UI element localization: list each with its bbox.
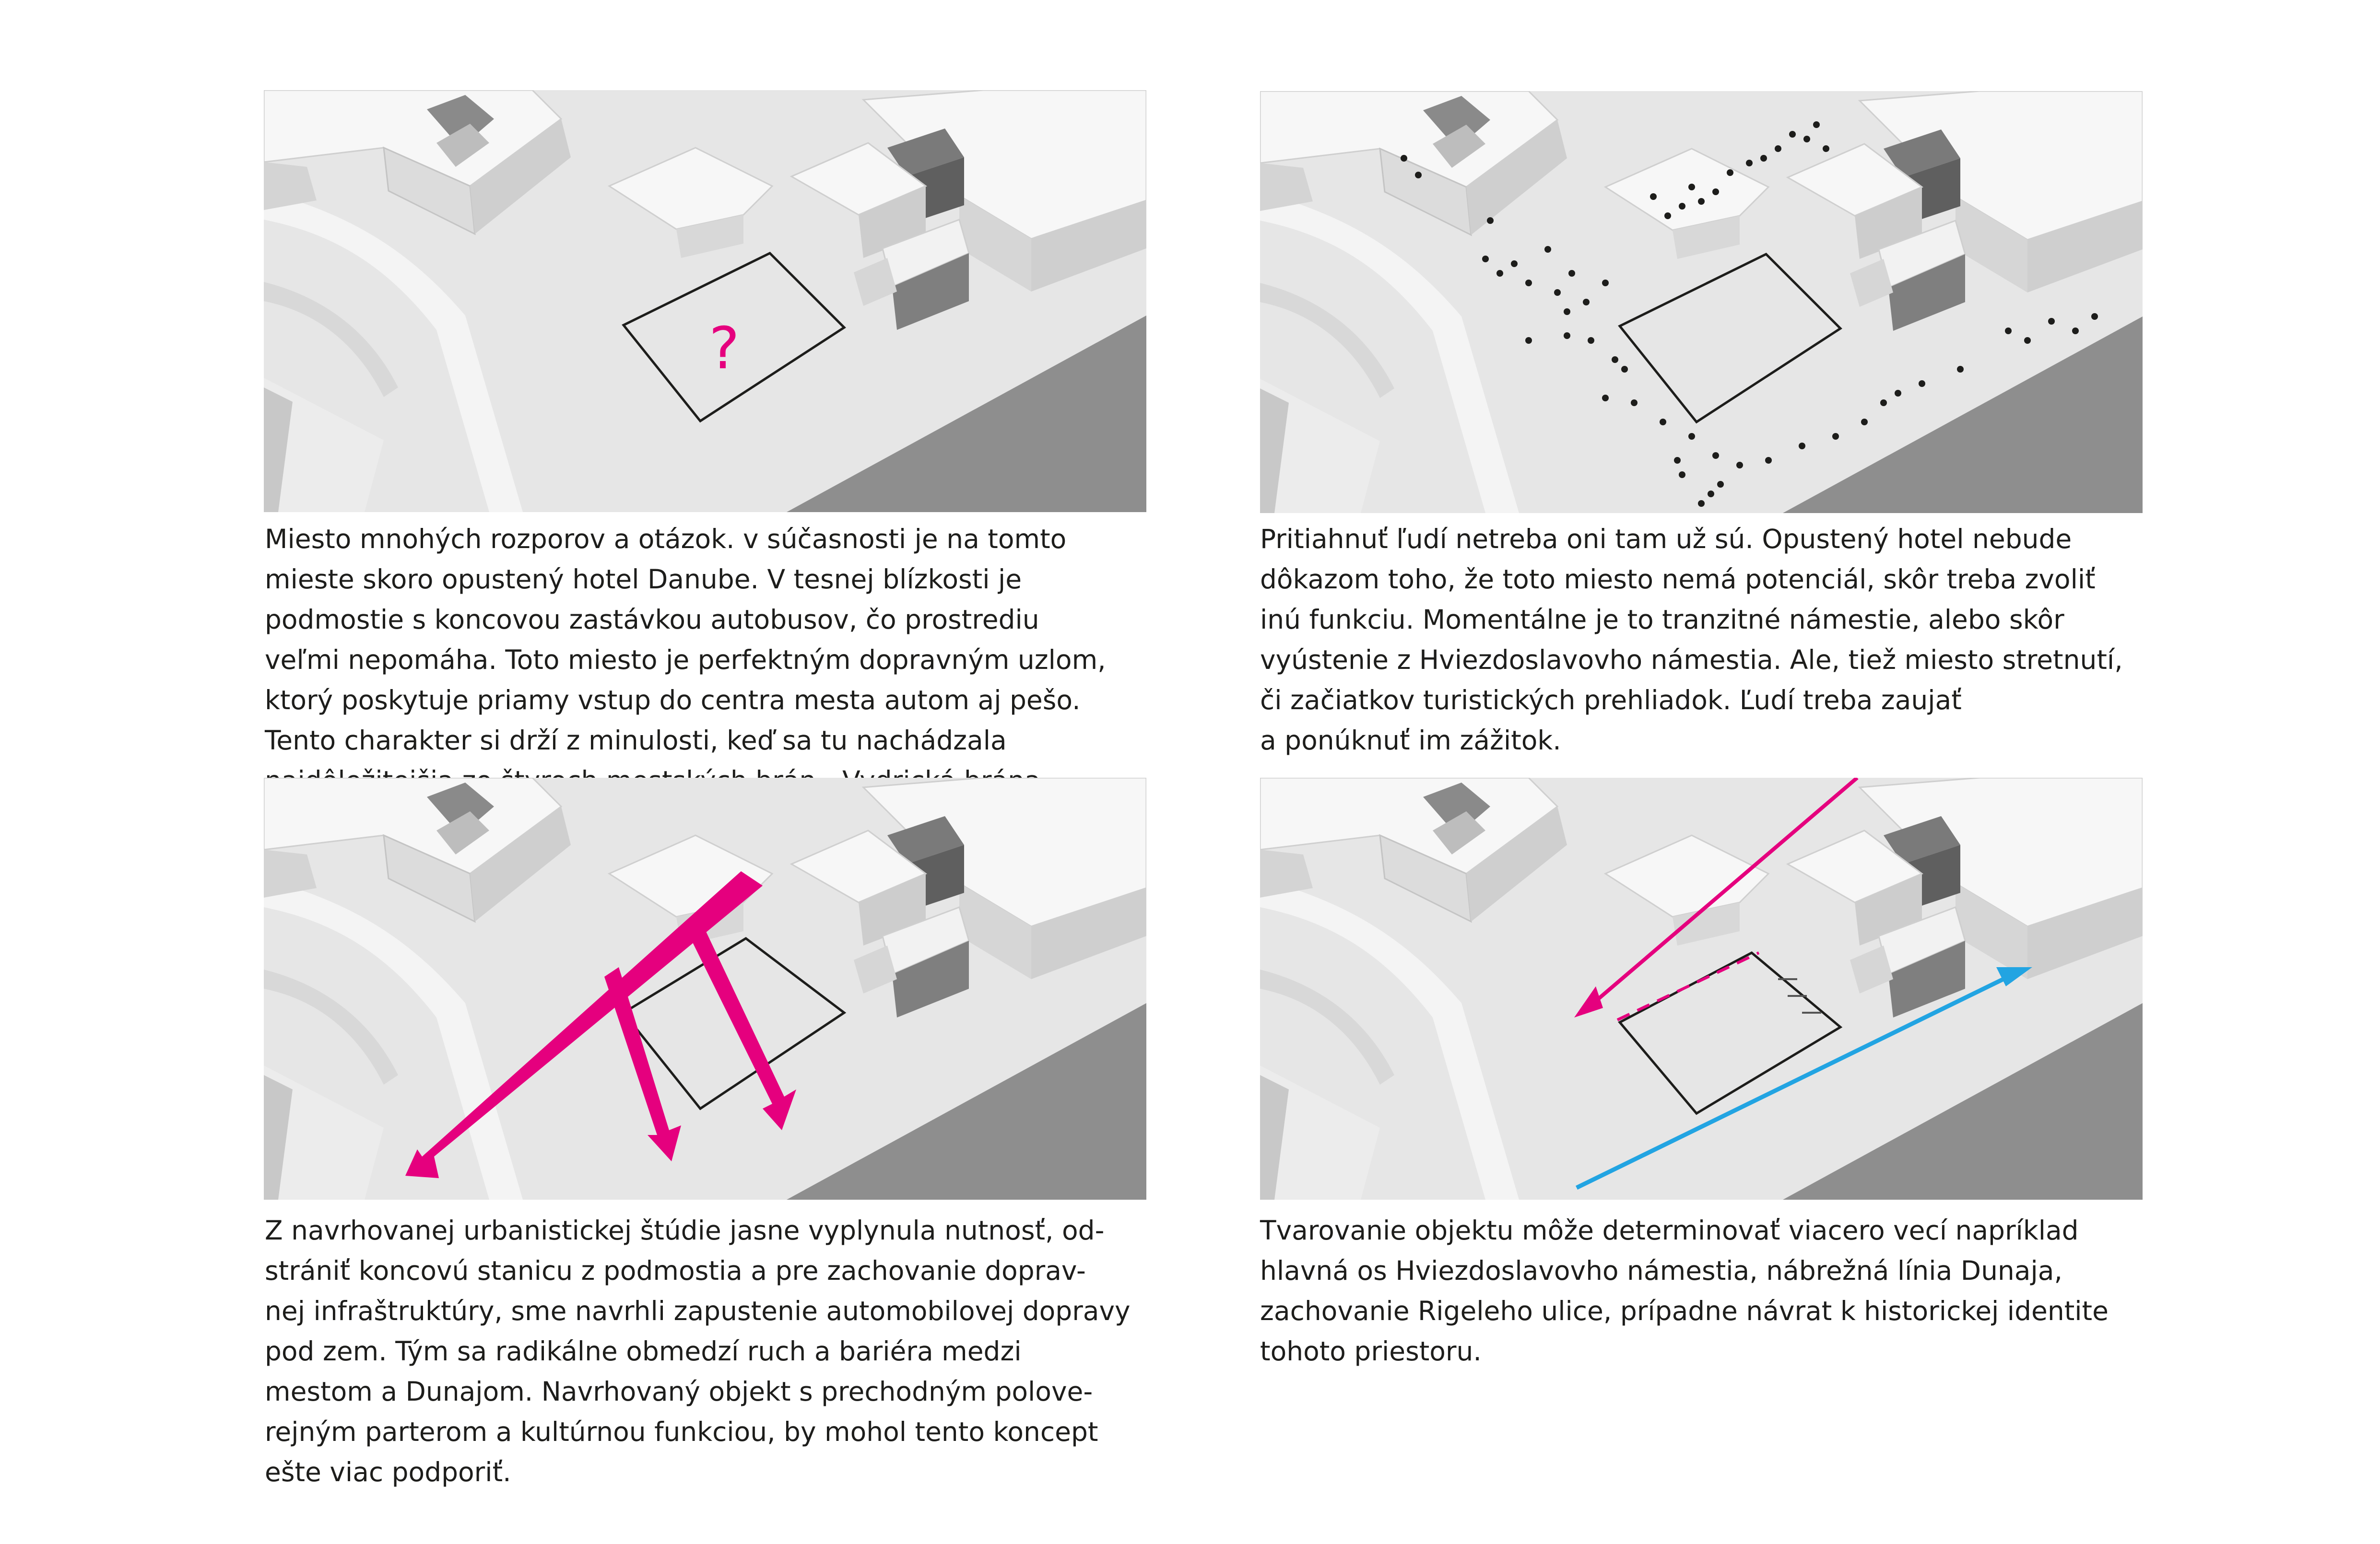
caption-line: Tento charakter si drží z minulosti, keď sa tu nachádzala (265, 725, 1007, 756)
site-map-3 (264, 778, 1146, 1200)
caption-line: Pritiahnuť ľudí netreba oni tam už sú. Opustený hotel nebude (1260, 524, 2072, 554)
caption-line: vyústenie z Hviezdoslavovho námestia. Ale, tiež miesto stretnutí, (1260, 644, 2123, 675)
site-diagram-2 (1260, 91, 2143, 513)
person-dot (1698, 198, 1705, 205)
caption-line: veľmi nepomáha. Toto miesto je perfektným dopravným uzlom, (265, 644, 1106, 675)
person-dot (1765, 457, 1772, 464)
person-dot (2024, 337, 2031, 344)
caption-line: mieste skoro opustený hotel Danube. V tesnej blízkosti je (265, 564, 1022, 595)
person-dot (1482, 256, 1489, 262)
caption-line: či začiatkov turistických prehliadok. Ľudí treba zaujať (1260, 685, 1962, 715)
person-dot (1631, 399, 1638, 406)
person-dot (1799, 443, 1805, 449)
person-dot (1688, 184, 1695, 190)
caption-line: hlavná os Hviezdoslavovho námestia, nábrežná línia Dunaja, (1260, 1255, 2062, 1286)
person-dot (1679, 471, 1685, 478)
person-dot (1674, 457, 1681, 464)
person-dot (1664, 212, 1671, 219)
site-map-2 (1260, 91, 2143, 513)
person-dot (1717, 481, 1724, 488)
person-dot (1708, 491, 1714, 497)
person-dot (1919, 380, 1925, 387)
site-diagram-4 (1260, 778, 2143, 1200)
question-mark: ? (709, 316, 740, 382)
caption-line: pod zem. Tým sa radikálne obmedzí ruch a bariéra medzi (265, 1336, 1022, 1367)
person-dot (1487, 217, 1494, 224)
person-dot (1861, 419, 1868, 425)
person-dot (1736, 462, 1743, 468)
person-dot (1496, 270, 1503, 277)
person-dot (1957, 366, 1964, 373)
caption-line: mestom a Dunajom. Navrhovaný objekt s prechodným polove- (265, 1376, 1093, 1407)
site-diagram-1 (264, 90, 1146, 512)
caption-line: strániť koncovú stanicu z podmostia a pre zachovanie doprav- (265, 1255, 1086, 1286)
person-dot (1823, 145, 1829, 152)
caption-1 (265, 519, 1106, 801)
caption-line: dôkazom toho, že toto miesto nemá potenciál, skôr treba zvoliť (1260, 564, 2096, 595)
person-dot (1775, 145, 1781, 152)
person-dot (1760, 155, 1767, 162)
person-dot (1415, 172, 1422, 178)
caption-line: nej infraštruktúry, sme navrhli zapustenie automobilovej dopravy (265, 1296, 1131, 1326)
site-diagram-3 (264, 778, 1146, 1200)
person-dot (2048, 318, 2055, 325)
person-dot (1525, 337, 1532, 344)
caption-line: rejným parterom a kultúrnou funkciou, by mohol tento koncept (265, 1416, 1098, 1447)
person-dot (1679, 203, 1685, 210)
person-dot (1564, 308, 1570, 315)
person-dot (1813, 121, 1820, 128)
person-dot (1727, 169, 1733, 176)
site-map-1 (264, 90, 1146, 512)
caption-line: Z navrhovanej urbanistickej štúdie jasne vyplynula nutnosť, od- (265, 1215, 1105, 1246)
caption-line: a ponúknuť im zážitok. (1260, 725, 1561, 756)
caption-line: Tvarovanie objektu môže determinovať viacero vecí napríklad (1260, 1215, 2079, 1246)
caption-3 (265, 1210, 1131, 1492)
person-dot (1602, 395, 1609, 401)
person-dot (1612, 356, 1618, 363)
person-dot (2072, 328, 2079, 334)
person-dot (1564, 332, 1570, 339)
caption-line: zachovanie Rigeleho ulice, prípadne návrat k historickej identite (1260, 1296, 2109, 1326)
caption-line: Miesto mnohých rozporov a otázok. v súčasnosti je na tomto (265, 524, 1067, 554)
person-dot (1583, 299, 1590, 305)
person-dot (1602, 280, 1609, 286)
person-dot (1698, 500, 1705, 507)
person-dot (1895, 390, 1901, 397)
person-dot (1544, 246, 1551, 253)
site-map-4 (1260, 778, 2143, 1200)
person-dot (1746, 160, 1753, 166)
person-dot (1588, 337, 1594, 344)
person-dot (1712, 452, 1719, 459)
caption-line: ešte viac podporiť. (265, 1457, 511, 1487)
person-dot (2091, 313, 2098, 320)
person-dot (1525, 280, 1532, 286)
person-dot (1568, 270, 1575, 277)
person-dot (2005, 328, 2012, 334)
caption-line: inú funkciu. Momentálne je to tranzitné námestie, alebo skôr (1260, 604, 2064, 635)
caption-line: ktorý poskytuje priamy vstup do centra mesta autom aj pešo. (265, 685, 1081, 715)
person-dot (1660, 419, 1666, 425)
caption-2 (1260, 519, 2123, 760)
caption-line: tohoto priestoru. (1260, 1336, 1482, 1367)
person-dot (1554, 289, 1561, 296)
person-dot (1880, 399, 1887, 406)
person-dot (1511, 260, 1518, 267)
person-dot (1712, 188, 1719, 195)
caption-line: podmostie s koncovou zastávkou autobusov, čo prostrediu (265, 604, 1039, 635)
person-dot (1688, 433, 1695, 440)
person-dot (1401, 155, 1407, 162)
person-dot (1621, 366, 1628, 373)
person-dot (1650, 193, 1657, 200)
caption-4 (1260, 1210, 2109, 1371)
person-dot (1832, 433, 1839, 440)
person-dot (1803, 136, 1810, 142)
person-dot (1789, 131, 1796, 138)
